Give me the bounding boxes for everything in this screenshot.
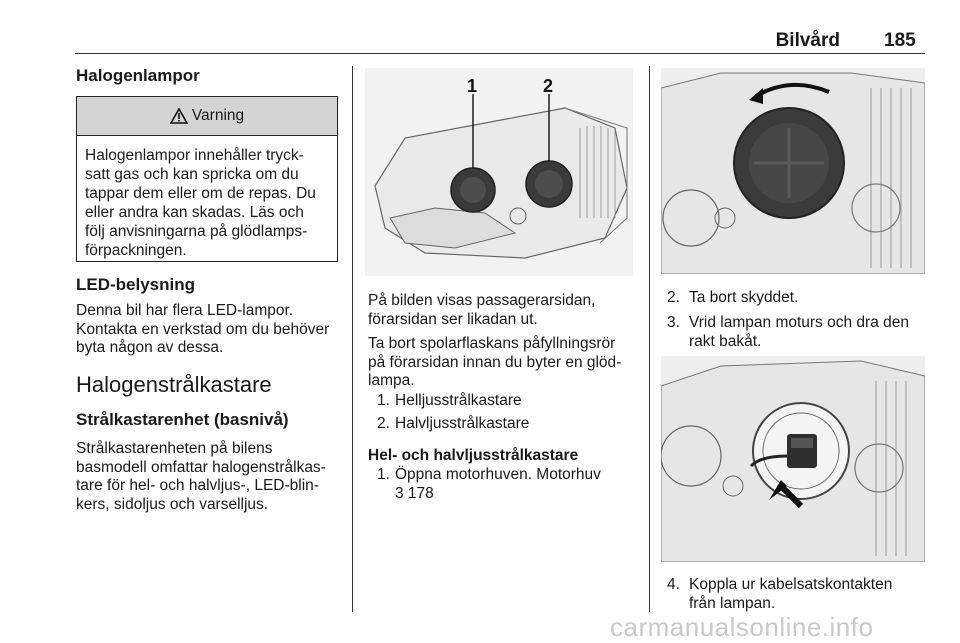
- bulb-removal-illustration: [661, 356, 925, 562]
- step-text: Vrid lampan moturs och dra den: [689, 314, 909, 331]
- heading-halogenstralkastare: Halogenstrålkastare: [76, 372, 272, 397]
- legend-item: [377, 392, 529, 411]
- text-line: Strålkastarenheten på bilens: [76, 440, 273, 457]
- step-number: 1.: [377, 466, 390, 483]
- cover-removal-illustration: [661, 68, 925, 274]
- step-4: [667, 576, 892, 613]
- warning-triangle-icon: [170, 108, 188, 124]
- warning-line: eller andra kan skadas. Läs och: [85, 204, 304, 221]
- legend-text: Helljusstrålkastare: [395, 392, 522, 409]
- step-text: Ta bort skyddet.: [689, 289, 799, 306]
- text-line: Denna bil har flera LED-lampor.: [76, 302, 294, 319]
- column-divider-2: [649, 66, 650, 612]
- step-1: [377, 466, 601, 503]
- legend-number: 1.: [377, 392, 390, 409]
- legend-item: [377, 415, 529, 434]
- text-line: Kontakta en verkstad om du behöver: [76, 320, 330, 338]
- warning-line: förpackningen.: [85, 242, 187, 259]
- warning-box: [76, 96, 338, 262]
- steps-heading: Hel- och halvljusstrålkastare: [368, 447, 579, 464]
- text-line: förarsidan ser likadan ut.: [368, 310, 538, 328]
- warning-line: Halogenlampor innehåller tryck-: [85, 147, 304, 164]
- step-number: 2.: [667, 289, 680, 306]
- text-line: på förarsidan innan du byter en glöd-: [368, 353, 622, 371]
- passenger-side-paragraph: [368, 292, 595, 329]
- washer-tube-paragraph: [368, 335, 621, 391]
- page-number: 185: [884, 30, 916, 51]
- warning-header: [77, 97, 337, 136]
- step-number: 3.: [667, 314, 680, 331]
- callout-label-1: 1: [467, 76, 478, 96]
- page-reference[interactable]: 3 178: [395, 484, 434, 502]
- warning-line: tappar dem eller om de repas. Du: [85, 185, 316, 202]
- led-paragraph: [76, 302, 329, 358]
- step-3: [667, 314, 909, 351]
- text-line: basmodell omfattar halogenstrålkas-: [76, 458, 326, 476]
- text-line: kers, sidoljus och varselljus.: [76, 495, 269, 513]
- text-line: tare för hel- och halvljus-, LED-blin-: [76, 477, 319, 494]
- watermark: carmanualsonline.info: [610, 612, 874, 642]
- heading-stralkastarenhet: Strålkastarenhet (basnivå): [76, 410, 289, 429]
- text-line: lampa.: [368, 372, 415, 389]
- step-text: rakt bakåt.: [689, 332, 762, 350]
- text-line: På bilden visas passagerarsidan,: [368, 292, 596, 309]
- text-line: Ta bort spolarflaskans påfyllningsrör: [368, 335, 616, 352]
- warning-title: Varning: [191, 107, 245, 124]
- step-number: 4.: [667, 576, 680, 593]
- step-text: från lampan.: [689, 594, 776, 612]
- step-text: Koppla ur kabelsatskontakten: [689, 576, 893, 593]
- legend-number: 2.: [377, 414, 390, 432]
- step-2: [667, 289, 798, 308]
- stralkastarenhet-paragraph: [76, 440, 326, 514]
- running-header-title: Bilvård: [775, 30, 840, 51]
- text-line: byta någon av dessa.: [76, 339, 224, 356]
- legend-text: Halvljusstrålkastare: [395, 414, 530, 432]
- heading-halogenlampor: Halogenlampor: [76, 66, 200, 85]
- column-divider-1: [352, 66, 353, 612]
- legend-list: [377, 392, 529, 433]
- headlamp-illustration: [365, 68, 633, 276]
- header-rule: [75, 53, 925, 54]
- heading-led-belysning: LED-belysning: [76, 275, 196, 294]
- warning-text: [77, 136, 337, 270]
- warning-line: satt gas och kan spricka om du: [85, 166, 299, 183]
- warning-line: följ anvisningarna på glödlamps-: [85, 223, 308, 240]
- callout-label-2: 2: [543, 76, 554, 96]
- step-text: Öppna motorhuven. Motorhuv: [395, 466, 601, 483]
